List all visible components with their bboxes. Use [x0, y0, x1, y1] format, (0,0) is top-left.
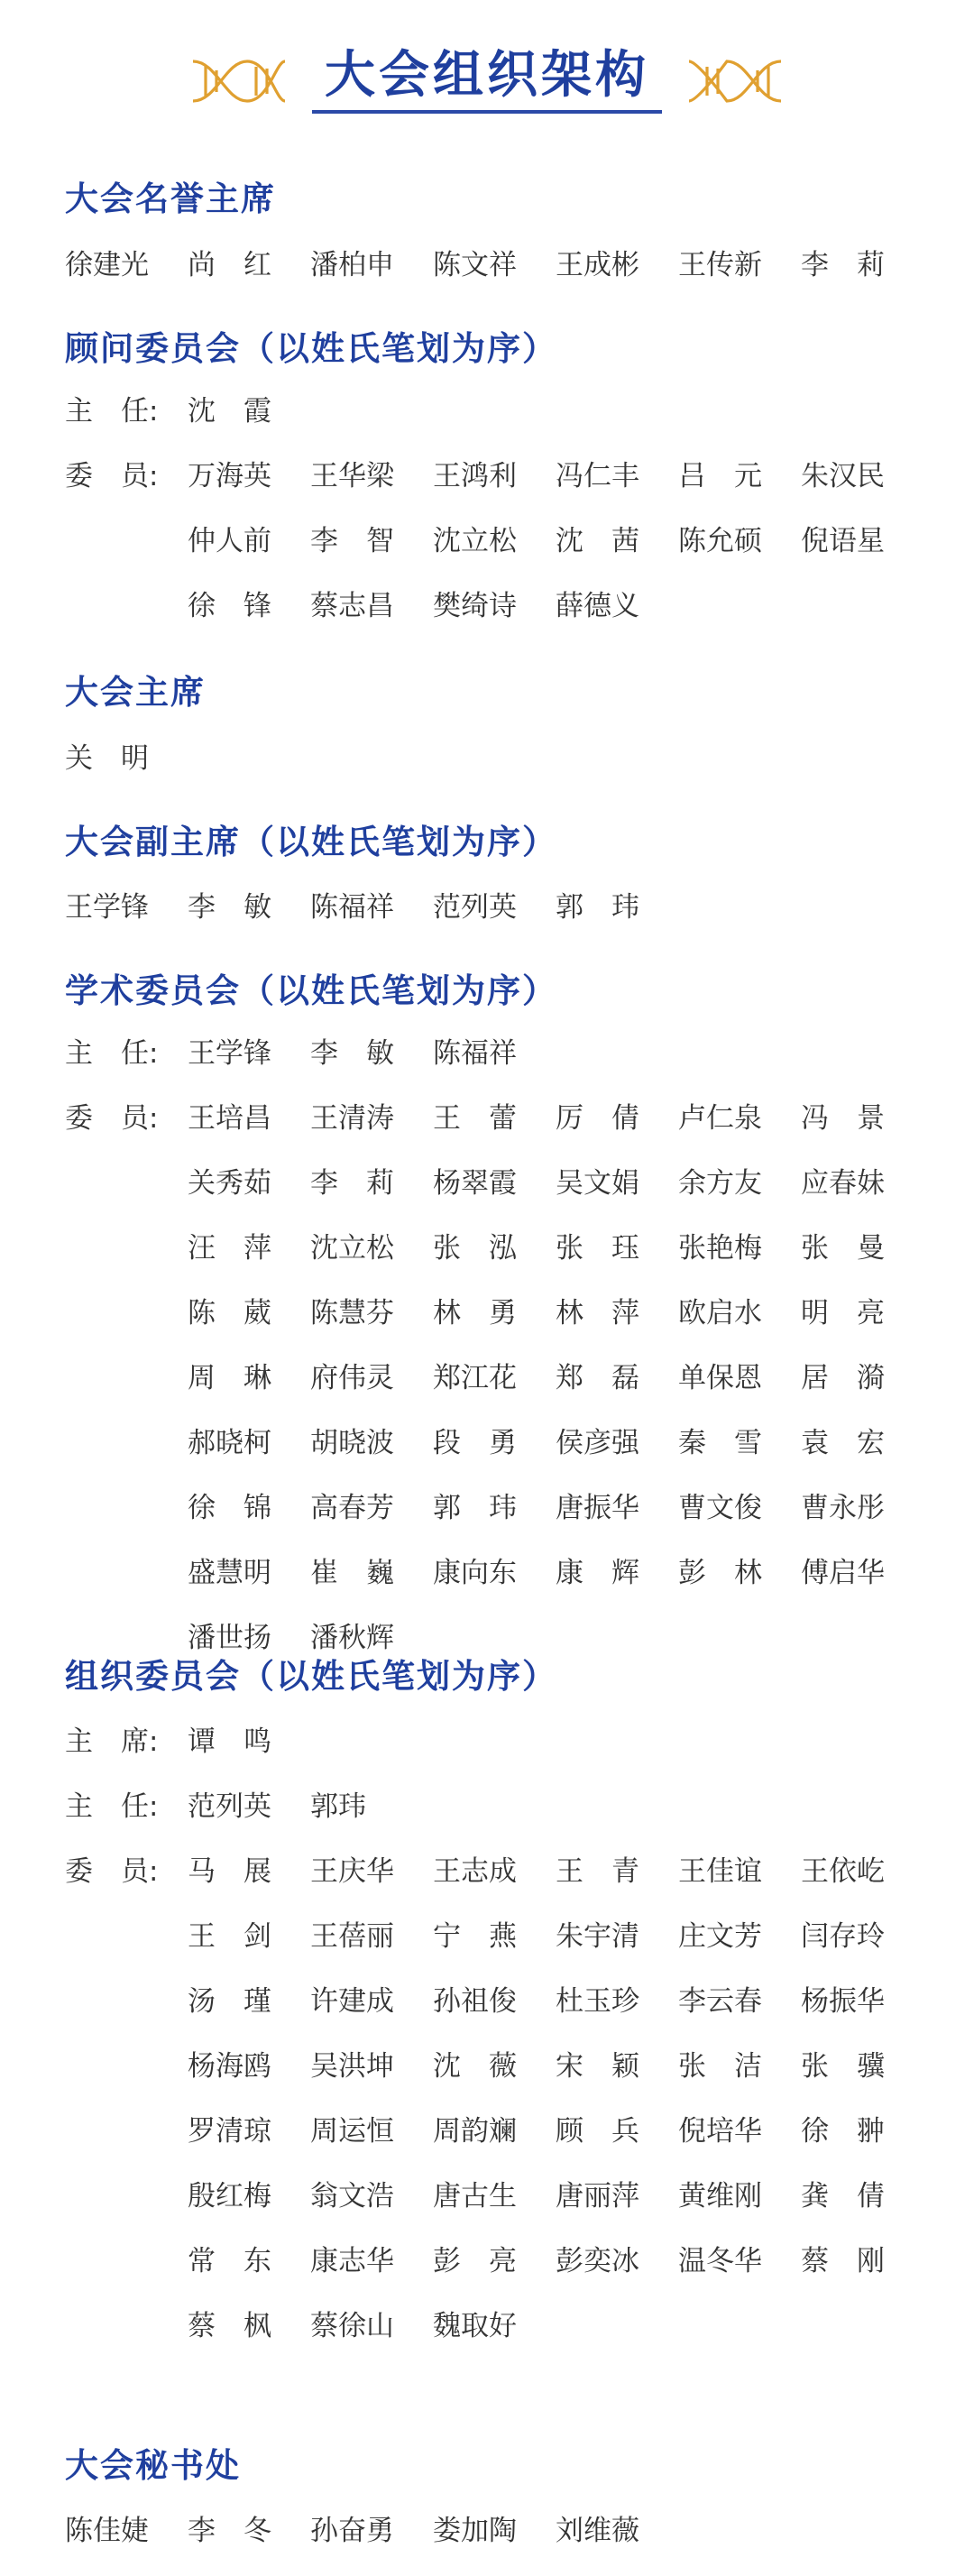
member-name: 郑江花 [433, 1362, 517, 1394]
member-name: 倪培华 [678, 2115, 762, 2148]
member-name: 杨振华 [801, 1985, 885, 2018]
role-label: 主 任: [65, 395, 159, 428]
section-title: 大会副主席（以姓氏笔划为序） [65, 822, 557, 861]
member-name: 王志成 [433, 1855, 517, 1888]
section-title: 大会名誉主席 [65, 179, 276, 218]
member-name: 张艳梅 [678, 1232, 762, 1265]
member-name: 杨翠霞 [433, 1167, 517, 1200]
member-name: 陈文祥 [433, 249, 517, 281]
dna-helix-icon [685, 56, 785, 106]
member-name: 郝晓柯 [188, 1427, 271, 1459]
member-name: 郭 玮 [433, 1492, 517, 1524]
section-title: 大会秘书处 [65, 2445, 241, 2485]
member-name: 徐建光 [65, 249, 149, 281]
member-name: 王佳谊 [678, 1855, 762, 1888]
member-name: 王成彬 [556, 249, 639, 281]
member-name: 唐丽萍 [556, 2180, 639, 2213]
member-name: 周 琳 [188, 1362, 271, 1394]
member-name: 王学锋 [188, 1037, 271, 1070]
member-name: 王庆华 [310, 1855, 394, 1888]
member-name: 陈福祥 [433, 1037, 517, 1070]
member-name: 沈 霞 [188, 395, 271, 428]
member-name: 张 骥 [801, 2050, 885, 2083]
member-name: 范列英 [433, 891, 517, 924]
role-label: 委 员: [65, 1855, 159, 1888]
member-name: 郭 玮 [556, 891, 639, 924]
member-name: 马 展 [188, 1855, 271, 1888]
member-name: 翁文浩 [310, 2180, 394, 2213]
member-name: 李 莉 [310, 1167, 394, 1200]
role-label: 主 席: [65, 1725, 159, 1758]
member-name: 傅启华 [801, 1557, 885, 1589]
member-name: 冯仁丰 [556, 460, 639, 492]
member-name: 段 勇 [433, 1427, 517, 1459]
member-name: 谭 鸣 [188, 1725, 271, 1758]
member-name: 崔 巍 [310, 1557, 394, 1589]
member-name: 郑 磊 [556, 1362, 639, 1394]
member-name: 李 敏 [310, 1037, 394, 1070]
dna-helix-icon [189, 56, 289, 106]
member-name: 康志华 [310, 2245, 394, 2277]
member-name: 张 泓 [433, 1232, 517, 1265]
member-name: 王蓓丽 [310, 1920, 394, 1953]
member-name: 潘世扬 [188, 1622, 271, 1654]
member-name: 樊绮诗 [433, 590, 517, 622]
member-name: 关秀茹 [188, 1167, 271, 1200]
member-name: 潘柏申 [310, 249, 394, 281]
role-label: 主 任: [65, 1790, 159, 1823]
member-name: 单保恩 [678, 1362, 762, 1394]
member-name: 倪语星 [801, 525, 885, 557]
member-name: 孙奋勇 [310, 2515, 394, 2547]
member-name: 唐古生 [433, 2180, 517, 2213]
member-name: 郭玮 [310, 1790, 366, 1823]
member-name: 王传新 [678, 249, 762, 281]
member-name: 明 亮 [801, 1297, 885, 1329]
member-name: 王清涛 [310, 1102, 394, 1135]
member-name: 王学锋 [65, 891, 149, 924]
section-title: 组织委员会（以姓氏笔划为序） [65, 1656, 557, 1696]
member-name: 陈慧芬 [310, 1297, 394, 1329]
member-name: 李云春 [678, 1985, 762, 2018]
member-name: 刘维薇 [556, 2515, 639, 2547]
member-name: 孙祖俊 [433, 1985, 517, 2018]
member-name: 周运恒 [310, 2115, 394, 2148]
member-name: 高春芳 [310, 1492, 394, 1524]
member-name: 欧启水 [678, 1297, 762, 1329]
member-name: 徐 锋 [188, 590, 271, 622]
member-name: 蔡 枫 [188, 2310, 271, 2342]
member-name: 曹永彤 [801, 1492, 885, 1524]
member-name: 康 辉 [556, 1557, 639, 1589]
member-name: 魏取好 [433, 2310, 517, 2342]
member-name: 居 漪 [801, 1362, 885, 1394]
member-name: 沈立松 [433, 525, 517, 557]
member-name: 庄文芳 [678, 1920, 762, 1953]
member-name: 曹文俊 [678, 1492, 762, 1524]
member-name: 彭 林 [678, 1557, 762, 1589]
member-name: 蔡徐山 [310, 2310, 394, 2342]
member-name: 罗清琼 [188, 2115, 271, 2148]
member-name: 秦 雪 [678, 1427, 762, 1459]
member-name: 卢仁泉 [678, 1102, 762, 1135]
member-name: 顾 兵 [556, 2115, 639, 2148]
member-name: 王鸿利 [433, 460, 517, 492]
member-name: 万海英 [188, 460, 271, 492]
role-label: 主 任: [65, 1037, 159, 1070]
member-name: 范列英 [188, 1790, 271, 1823]
member-name: 娄加陶 [433, 2515, 517, 2547]
member-name: 汪 萍 [188, 1232, 271, 1265]
section-title: 顾问委员会（以姓氏笔划为序） [65, 328, 557, 368]
member-name: 冯 景 [801, 1102, 885, 1135]
member-name: 吴洪坤 [310, 2050, 394, 2083]
member-name: 厉 倩 [556, 1102, 639, 1135]
member-name: 宁 燕 [433, 1920, 517, 1953]
role-label: 委 员: [65, 1102, 159, 1135]
member-name: 王依屹 [801, 1855, 885, 1888]
member-name: 沈 茜 [556, 525, 639, 557]
member-name: 朱宇清 [556, 1920, 639, 1953]
member-name: 彭奕冰 [556, 2245, 639, 2277]
member-name: 闫存玲 [801, 1920, 885, 1953]
member-name: 仲人前 [188, 525, 271, 557]
member-name: 杨海鸥 [188, 2050, 271, 2083]
member-name: 徐 翀 [801, 2115, 885, 2148]
section-title: 大会主席 [65, 672, 206, 712]
member-name: 李 敏 [188, 891, 271, 924]
member-name: 府伟灵 [310, 1362, 394, 1394]
member-name: 余方友 [678, 1167, 762, 1200]
member-name: 王华梁 [310, 460, 394, 492]
member-name: 沈 薇 [433, 2050, 517, 2083]
member-name: 吕 元 [678, 460, 762, 492]
member-name: 胡晓波 [310, 1427, 394, 1459]
member-name: 陈佳婕 [65, 2515, 149, 2547]
member-name: 张 洁 [678, 2050, 762, 2083]
member-name: 盛慧明 [188, 1557, 271, 1589]
member-name: 蔡 刚 [801, 2245, 885, 2277]
member-name: 张 曼 [801, 1232, 885, 1265]
member-name: 周韵斓 [433, 2115, 517, 2148]
member-name: 龚 倩 [801, 2180, 885, 2213]
member-name: 王培昌 [188, 1102, 271, 1135]
section-title: 学术委员会（以姓氏笔划为序） [65, 971, 557, 1010]
member-name: 汤 瑾 [188, 1985, 271, 2018]
member-name: 许建成 [310, 1985, 394, 2018]
member-name: 吴文娟 [556, 1167, 639, 1200]
member-name: 王 青 [556, 1855, 639, 1888]
title-bar [0, 36, 974, 126]
member-name: 陈福祥 [310, 891, 394, 924]
member-name: 关 明 [65, 742, 149, 775]
member-name: 常 东 [188, 2245, 271, 2277]
member-name: 李 莉 [801, 249, 885, 281]
member-name: 王 剑 [188, 1920, 271, 1953]
member-name: 李 智 [310, 525, 394, 557]
member-name: 彭 亮 [433, 2245, 517, 2277]
member-name: 康向东 [433, 1557, 517, 1589]
member-name: 黄维刚 [678, 2180, 762, 2213]
member-name: 潘秋辉 [310, 1622, 394, 1654]
member-name: 李 冬 [188, 2515, 271, 2547]
member-name: 温冬华 [678, 2245, 762, 2277]
member-name: 林 萍 [556, 1297, 639, 1329]
member-name: 陈允硕 [678, 525, 762, 557]
member-name: 唐振华 [556, 1492, 639, 1524]
member-name: 薛德义 [556, 590, 639, 622]
member-name: 张 珏 [556, 1232, 639, 1265]
member-name: 朱汉民 [801, 460, 885, 492]
member-name: 林 勇 [433, 1297, 517, 1329]
member-name: 徐 锦 [188, 1492, 271, 1524]
page-title: 大会组织架构 [325, 45, 649, 105]
member-name: 尚 红 [188, 249, 271, 281]
member-name: 杜玉珍 [556, 1985, 639, 2018]
role-label: 委 员: [65, 460, 159, 492]
member-name: 宋 颖 [556, 2050, 639, 2083]
member-name: 殷红梅 [188, 2180, 271, 2213]
member-name: 蔡志昌 [310, 590, 394, 622]
title-underline [312, 110, 662, 114]
member-name: 应春妹 [801, 1167, 885, 1200]
member-name: 王 蕾 [433, 1102, 517, 1135]
member-name: 侯彦强 [556, 1427, 639, 1459]
member-name: 陈 葳 [188, 1297, 271, 1329]
member-name: 沈立松 [310, 1232, 394, 1265]
member-name: 袁 宏 [801, 1427, 885, 1459]
